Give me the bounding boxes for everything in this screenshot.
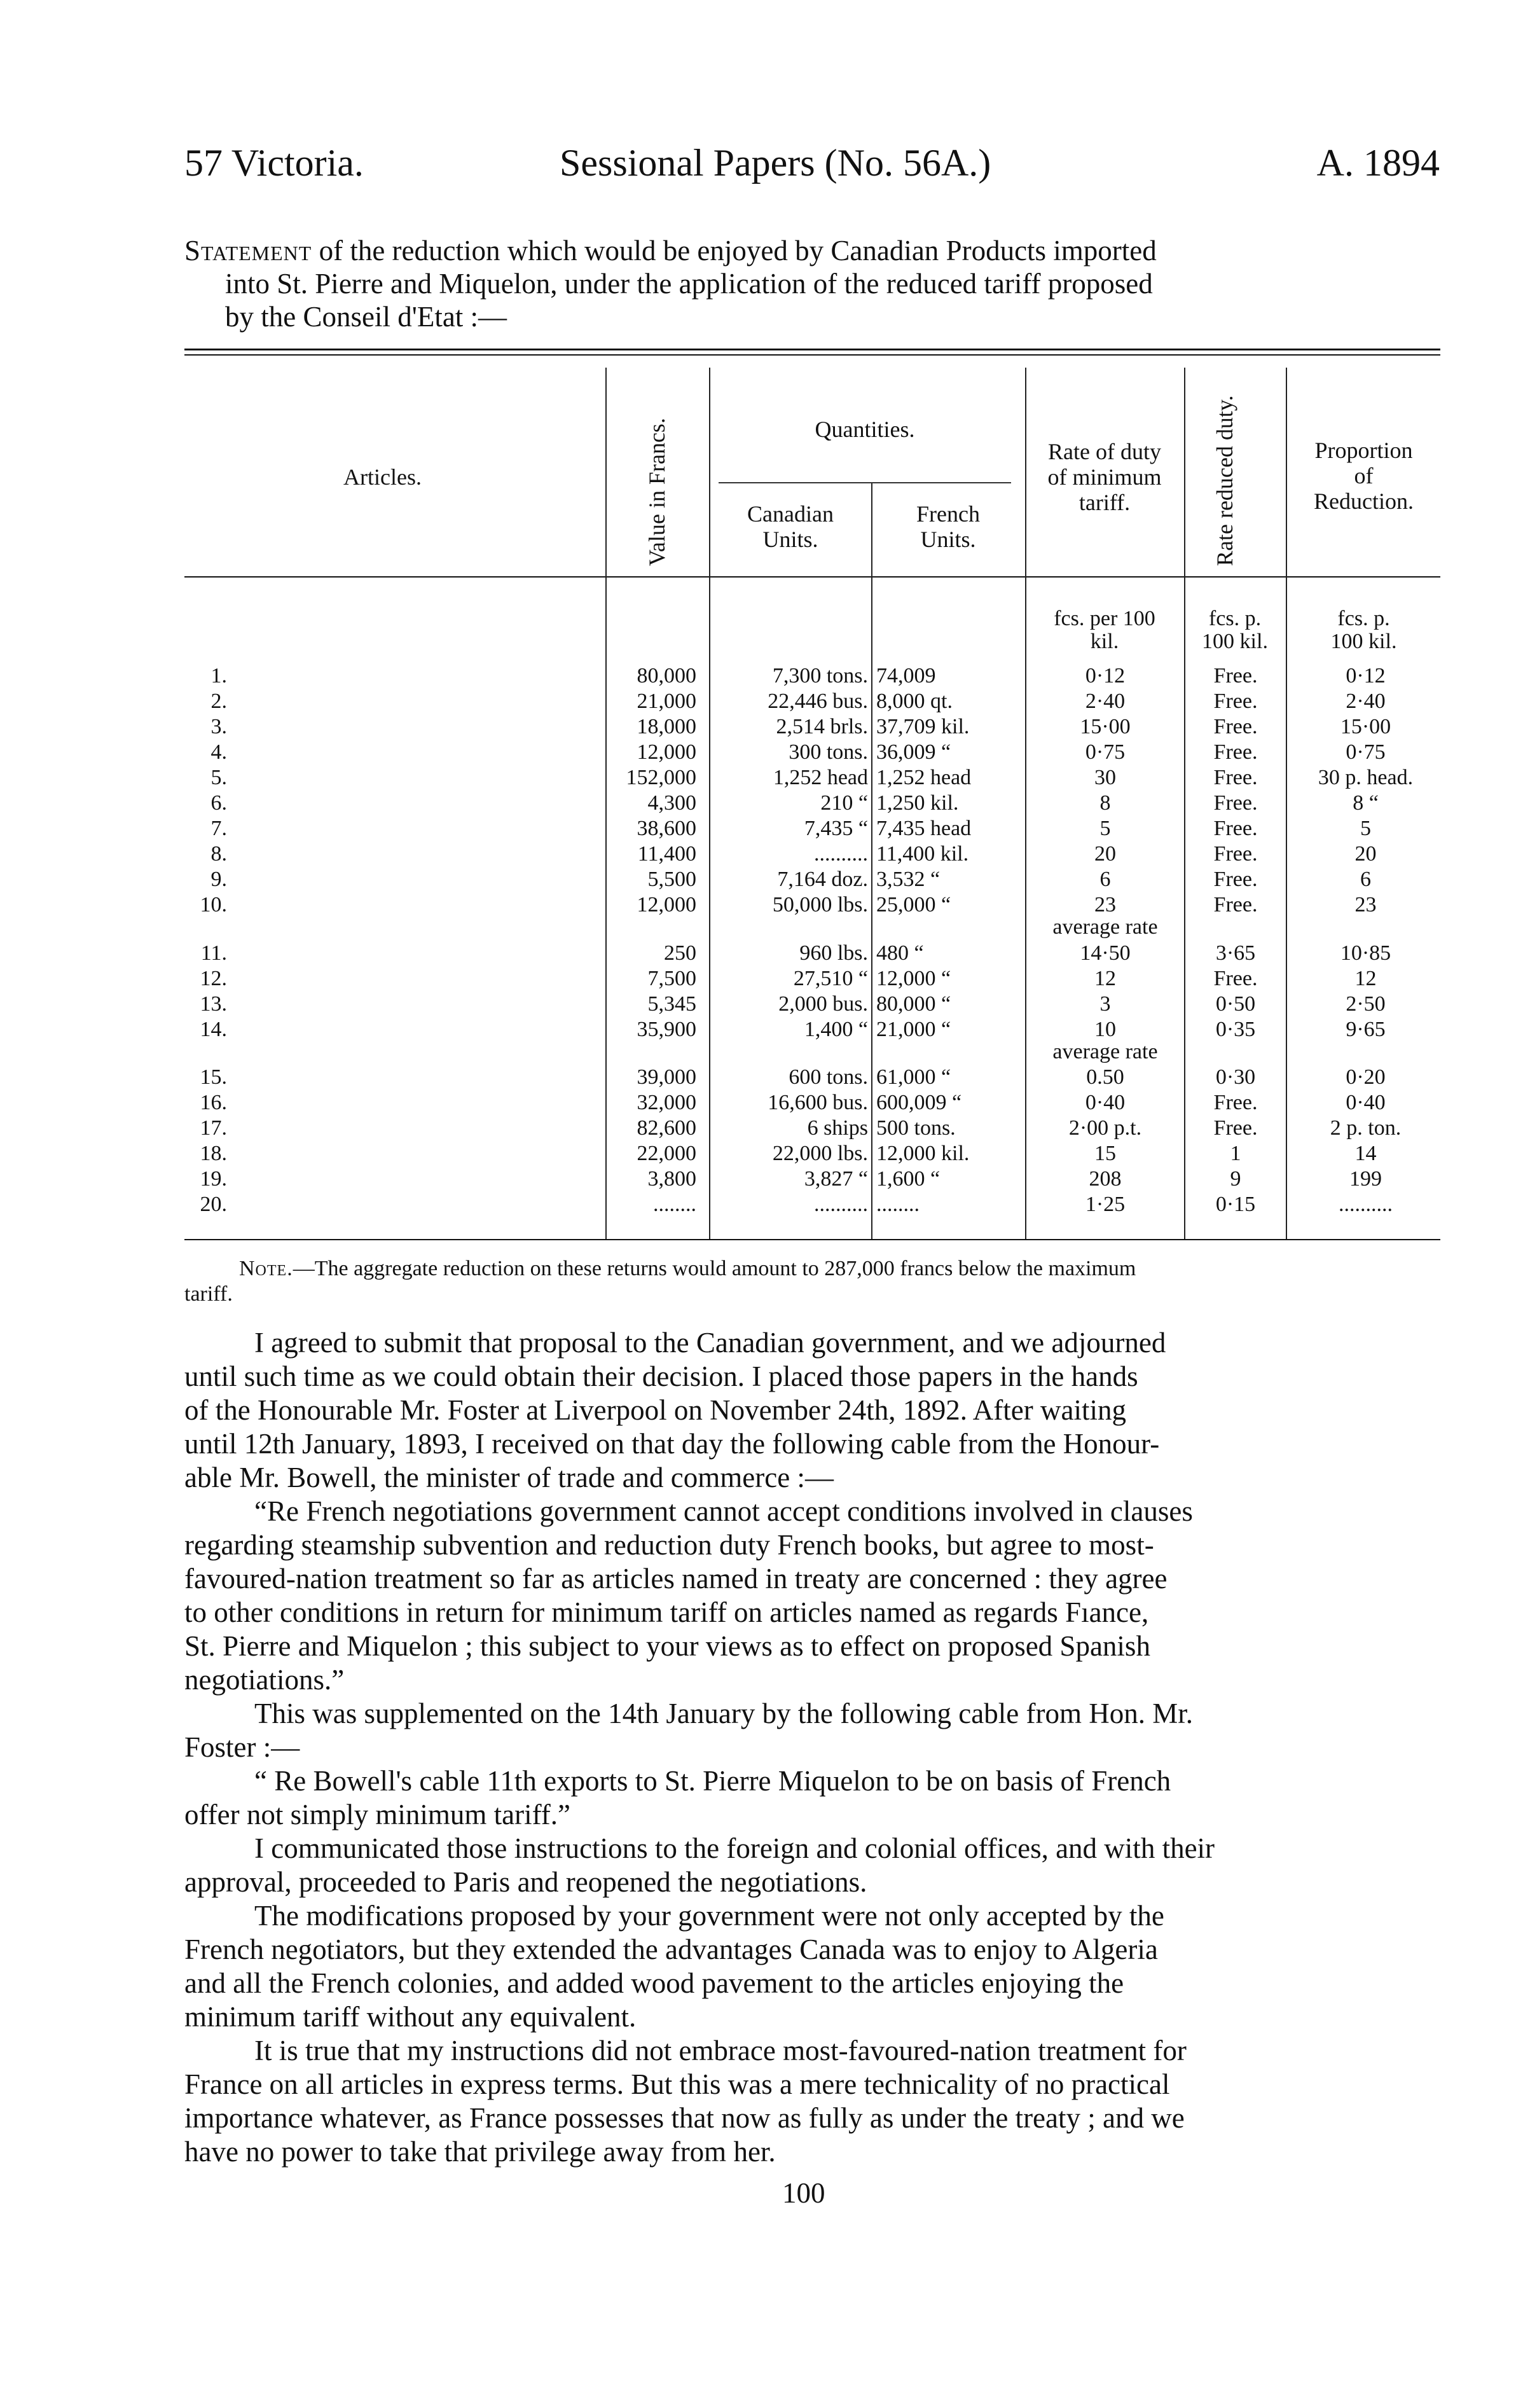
row-rate-minimum: 5 — [1099, 817, 1111, 840]
row-rate-reduced: Free. — [1213, 1091, 1258, 1114]
paragraph-line: “ Re Bowell's cable 11th exports to St. Pierre Miquelon to be on basis of French — [254, 1765, 1171, 1797]
table-row — [0, 1116, 1516, 1141]
row-canadian-units: .......... — [814, 1193, 868, 1216]
row-rate-reduced: 1 — [1230, 1142, 1241, 1165]
header-line: Reduction. — [1314, 488, 1414, 514]
header-value-francs: Value in Francs. — [644, 418, 670, 566]
row-value: 21,000 — [637, 689, 696, 713]
paragraph-line: I communicated those instructions to the foreign and colonial offices, and with their — [254, 1832, 1215, 1864]
paragraph — [184, 1899, 1440, 2034]
row-proportion: 30 p. head. — [1318, 766, 1414, 789]
paragraph-line: and all the French colonies, and added wood pavement to the articles enjoying the — [184, 1967, 1124, 1999]
row-proportion: 199 — [1349, 1167, 1382, 1191]
row-canadian-units: 1,252 head — [773, 766, 868, 789]
paragraph-line: It is true that my instructions did not embrace most-favoured-nation treatment for — [254, 2035, 1187, 2066]
table-row — [0, 689, 1516, 714]
row-value: ........ — [653, 1193, 696, 1216]
row-rate-reduced: 0·35 — [1215, 1018, 1256, 1041]
row-canadian-units: 7,435 “ — [804, 817, 868, 840]
header-line: of — [1354, 463, 1374, 488]
row-value: 11,400 — [637, 842, 696, 866]
row-proportion: 20 — [1354, 842, 1377, 866]
row-canadian-units: 2,000 bus. — [778, 992, 868, 1016]
row-rate-minimum: 3 — [1099, 992, 1111, 1016]
table-row — [0, 816, 1516, 841]
row-rate-minimum: 0·12 — [1085, 664, 1126, 688]
row-canadian-units: 22,000 lbs. — [772, 1142, 868, 1165]
statement-line: into St. Pierre and Miquelon, under the application of the reduced tariff proposed — [225, 268, 1153, 300]
header-line: Units. — [920, 527, 976, 552]
row-proportion: 12 — [1354, 967, 1377, 990]
header-line: tariff. — [1078, 490, 1131, 515]
table-row — [0, 1017, 1516, 1042]
row-rate-minimum: 30 — [1094, 766, 1116, 789]
row-french-units: 480 “ — [876, 941, 924, 965]
row-french-units: 61,000 “ — [876, 1065, 951, 1089]
header-articles: Articles. — [343, 464, 422, 490]
header-sessional-papers: Sessional Papers (No. 56A.) — [560, 142, 991, 184]
units-line: 100 kil. — [1330, 630, 1397, 653]
row-number: 13. — [200, 992, 227, 1016]
row-number: 12. — [200, 967, 227, 990]
table-row — [0, 1192, 1516, 1217]
row-canadian-units: 1,400 “ — [804, 1018, 868, 1041]
row-number: 2. — [210, 689, 227, 713]
table-row — [0, 1065, 1516, 1090]
row-proportion: 23 — [1354, 893, 1377, 917]
paragraph-line: French negotiators, but they extended the advantages Canada was to enjoy to Algeria — [184, 1934, 1158, 1965]
row-value: 80,000 — [637, 664, 696, 688]
row-rate-minimum: 12 — [1094, 967, 1116, 990]
row-french-units: 7,435 head — [876, 817, 972, 840]
paragraph-line: have no power to take that privilege away from her. — [184, 2136, 776, 2168]
row-french-units: 3,532 “ — [876, 868, 941, 891]
row-value: 250 — [664, 941, 696, 965]
row-value: 82,600 — [637, 1116, 696, 1140]
row-proportion: 0·40 — [1346, 1091, 1386, 1114]
row-value: 38,600 — [637, 817, 696, 840]
row-rate-reduced: Free. — [1213, 868, 1258, 891]
paragraph-line: minimum tariff without any equivalent. — [184, 2001, 637, 2033]
row-canadian-units: 50,000 lbs. — [772, 893, 868, 917]
paragraph — [184, 1697, 1440, 1764]
row-value: 5,345 — [647, 992, 696, 1016]
row-rate-reduced: Free. — [1213, 664, 1258, 688]
row-canadian-units: 7,300 tons. — [772, 664, 868, 688]
row-rate-minimum: 15 — [1094, 1142, 1116, 1165]
note-lead: Note. — [239, 1257, 293, 1280]
statement-lead: Statement — [184, 235, 312, 266]
table-row — [0, 966, 1516, 992]
row-canadian-units: 6 ships — [807, 1116, 868, 1140]
row-value: 39,000 — [637, 1065, 696, 1089]
row-french-units: 1,250 kil. — [876, 791, 959, 815]
row-rate-reduced: Free. — [1213, 715, 1258, 738]
row-french-units: 1,600 “ — [876, 1167, 941, 1191]
units-line: fcs. p. — [1337, 607, 1390, 630]
row-number: 4. — [210, 740, 227, 764]
row-canadian-units: .......... — [814, 842, 868, 866]
row-french-units: 11,400 kil. — [876, 842, 969, 866]
paragraph — [184, 2034, 1440, 2169]
header-line: Canadian — [747, 501, 834, 527]
average-rate-label: average rate — [1052, 915, 1158, 939]
row-rate-minimum: 0.50 — [1086, 1065, 1124, 1089]
header-rate-minimum — [1026, 439, 1183, 515]
note-line: —The aggregate reduction on these returns would amount to 287,000 francs below the maximum — [293, 1257, 1136, 1280]
row-french-units: 12,000 kil. — [876, 1142, 970, 1165]
row-canadian-units: 7,164 doz. — [777, 868, 868, 891]
units-proportion — [1287, 607, 1440, 653]
row-value: 35,900 — [637, 1018, 696, 1041]
body-text — [184, 1326, 1440, 2169]
table-row — [0, 740, 1516, 765]
paragraph-line: until 12th January, 1893, I received on that day the following cable from the Honour- — [184, 1428, 1160, 1460]
row-canadian-units: 22,446 bus. — [768, 689, 868, 713]
row-number: 11. — [200, 941, 227, 965]
row-rate-minimum: 1·25 — [1085, 1193, 1126, 1216]
paragraph-line: I agreed to submit that proposal to the Canadian government, and we adjourned — [254, 1327, 1166, 1359]
table-top-rule — [184, 349, 1440, 350]
units-line: fcs. per 100 — [1054, 607, 1155, 630]
row-value: 12,000 — [637, 893, 696, 917]
row-rate-minimum: 14·50 — [1080, 941, 1131, 965]
row-number: 10. — [200, 893, 227, 917]
row-value: 7,500 — [647, 967, 696, 990]
row-value: 152,000 — [626, 766, 696, 789]
table-row — [0, 892, 1516, 918]
header-proportion — [1287, 438, 1440, 514]
table-row — [0, 791, 1516, 816]
row-proportion: 15·00 — [1340, 715, 1391, 738]
table-row — [0, 867, 1516, 892]
row-proportion: 10·85 — [1340, 941, 1391, 965]
paragraph-line: St. Pierre and Miquelon ; this subject to your views as to effect on proposed Spanish — [184, 1630, 1150, 1662]
row-value: 4,300 — [647, 791, 696, 815]
row-number: 3. — [210, 715, 227, 738]
row-canadian-units: 300 tons. — [789, 740, 868, 764]
row-french-units: 25,000 “ — [876, 893, 951, 917]
units-rate-reduced — [1185, 607, 1285, 653]
row-number: 17. — [200, 1116, 227, 1140]
row-rate-minimum: 6 — [1099, 868, 1111, 891]
row-canadian-units: 960 lbs. — [799, 941, 868, 965]
statement-heading — [184, 234, 1440, 333]
row-rate-reduced: 0·15 — [1215, 1193, 1256, 1216]
row-proportion: 0·75 — [1346, 740, 1386, 764]
header-session: 57 Victoria. — [184, 142, 364, 184]
row-rate-reduced: Free. — [1213, 967, 1258, 990]
paragraph-line: This was supplemented on the 14th January by the following cable from Hon. Mr. — [254, 1698, 1193, 1729]
header-line: Rate of duty — [1048, 439, 1161, 464]
running-header — [184, 141, 1440, 192]
row-french-units: 36,009 “ — [876, 740, 951, 764]
units-line: fcs. p. — [1208, 607, 1262, 630]
row-proportion: 0·12 — [1346, 664, 1386, 688]
row-proportion: .......... — [1339, 1193, 1393, 1216]
row-french-units: 600,009 “ — [876, 1091, 962, 1114]
row-canadian-units: 27,510 “ — [793, 967, 868, 990]
table-row — [0, 663, 1516, 689]
paragraph-line: The modifications proposed by your government were not only accepted by the — [254, 1900, 1164, 1932]
header-line: Units. — [762, 527, 818, 552]
table-top-rule-thin — [184, 354, 1440, 356]
quoted-cable — [184, 1495, 1440, 1697]
header-canadian-units — [711, 501, 870, 552]
row-rate-reduced: Free. — [1213, 689, 1258, 713]
paragraph-line: favoured-nation treatment so far as articles named in treaty are concerned : they agree — [184, 1563, 1168, 1595]
row-rate-minimum: 2·40 — [1085, 689, 1126, 713]
paragraph-line: of the Honourable Mr. Foster at Liverpool on November 24th, 1892. After waiting — [184, 1394, 1126, 1426]
statement-line: by the Conseil d'Etat :— — [225, 301, 507, 333]
paragraph-line: “Re French negotiations government cannot accept conditions involved in clauses — [254, 1495, 1193, 1527]
header-quantities: Quantities. — [815, 417, 915, 442]
header-line: Proportion — [1314, 438, 1413, 463]
header-rate-reduced: Rate reduced duty. — [1212, 395, 1237, 566]
row-french-units: 8,000 qt. — [876, 689, 953, 713]
table-row — [0, 1090, 1516, 1116]
paragraph-line: Foster :— — [184, 1731, 300, 1763]
row-french-units: 80,000 “ — [876, 992, 951, 1016]
row-value: 18,000 — [637, 715, 696, 738]
header-year: A. 1894 — [1316, 142, 1440, 184]
header-line: of minimum — [1047, 464, 1162, 490]
row-rate-minimum: 0·40 — [1085, 1091, 1126, 1114]
table-row — [0, 841, 1516, 867]
row-rate-reduced: Free. — [1213, 842, 1258, 866]
row-proportion: 6 — [1360, 868, 1371, 891]
note-line: tariff. — [184, 1282, 233, 1306]
row-french-units: 1,252 head — [876, 766, 972, 789]
row-french-units: 74,009 — [876, 664, 936, 688]
row-value: 12,000 — [637, 740, 696, 764]
table-row — [0, 1166, 1516, 1192]
units-rate-min — [1026, 607, 1183, 653]
row-number: 16. — [200, 1091, 227, 1114]
row-canadian-units: 600 tons. — [789, 1065, 868, 1089]
row-value: 5,500 — [647, 868, 696, 891]
row-proportion: 0·20 — [1346, 1065, 1386, 1089]
row-rate-minimum: 15·00 — [1080, 715, 1131, 738]
row-number: 5. — [210, 766, 227, 789]
row-rate-reduced: Free. — [1213, 740, 1258, 764]
statement-line: of the reduction which would be enjoyed by Canadian Products imported — [319, 235, 1157, 266]
row-number: 14. — [200, 1018, 227, 1041]
row-french-units: 21,000 “ — [876, 1018, 951, 1041]
row-proportion: 5 — [1360, 817, 1371, 840]
row-rate-minimum: 10 — [1094, 1018, 1116, 1041]
paragraph-line: France on all articles in express terms. But this was a mere technicality of no practical — [184, 2068, 1170, 2100]
row-rate-reduced: Free. — [1213, 1116, 1258, 1140]
paragraph-line: to other conditions in return for minimum tariff on articles named as regards Fıance, — [184, 1596, 1149, 1628]
paragraph-line: importance whatever, as France possesses that now as fully as under the treaty ; and we — [184, 2102, 1185, 2134]
row-canadian-units: 2,514 brls. — [776, 715, 868, 738]
row-rate-reduced: Free. — [1213, 791, 1258, 815]
row-french-units: 37,709 kil. — [876, 715, 970, 738]
row-proportion: 9·65 — [1346, 1018, 1386, 1041]
row-rate-reduced: Free. — [1213, 766, 1258, 789]
row-number: 18. — [200, 1142, 227, 1165]
paragraph — [184, 1326, 1440, 1495]
table-row — [0, 1141, 1516, 1166]
row-rate-reduced: 0·30 — [1215, 1065, 1256, 1089]
row-proportion: 14 — [1354, 1142, 1377, 1165]
row-number: 9. — [210, 868, 227, 891]
row-proportion: 2·40 — [1346, 689, 1386, 713]
page-number: 100 — [782, 2177, 825, 2209]
row-french-units: 12,000 “ — [876, 967, 951, 990]
table-row — [0, 765, 1516, 791]
row-rate-minimum: 23 — [1094, 893, 1116, 917]
table-row — [0, 992, 1516, 1017]
paragraph-line: able Mr. Bowell, the minister of trade and commerce :— — [184, 1462, 834, 1493]
row-rate-minimum: 2·00 p.t. — [1068, 1116, 1142, 1140]
row-canadian-units: 210 “ — [820, 791, 868, 815]
paragraph-line: regarding steamship subvention and reduction duty French books, but agree to most- — [184, 1529, 1154, 1561]
units-line: kil. — [1090, 630, 1119, 653]
quantities-rule — [719, 482, 1011, 483]
row-number: 20. — [200, 1193, 227, 1216]
row-value: 22,000 — [637, 1142, 696, 1165]
table-header-rule — [184, 576, 1440, 578]
row-value: 32,000 — [637, 1091, 696, 1114]
header-french-units — [872, 501, 1024, 552]
table-note — [184, 1256, 1440, 1307]
row-proportion: 2·50 — [1346, 992, 1386, 1016]
row-rate-minimum: 0·75 — [1085, 740, 1126, 764]
table-row — [0, 714, 1516, 740]
row-rate-minimum: 8 — [1099, 791, 1111, 815]
row-rate-minimum: 20 — [1094, 842, 1116, 866]
row-number: 7. — [210, 817, 227, 840]
row-number: 6. — [210, 791, 227, 815]
paragraph-line: until such time as we could obtain their decision. I placed those papers in the hands — [184, 1360, 1138, 1392]
row-canadian-units: 3,827 “ — [804, 1167, 868, 1191]
average-rate-label: average rate — [1052, 1040, 1158, 1063]
table-bottom-rule — [184, 1239, 1440, 1240]
row-rate-reduced: 0·50 — [1215, 992, 1256, 1016]
units-line: 100 kil. — [1202, 630, 1268, 653]
row-canadian-units: 16,600 bus. — [768, 1091, 868, 1114]
row-proportion: 8 “ — [1353, 791, 1379, 815]
row-french-units: ........ — [876, 1193, 920, 1216]
header-line: French — [916, 501, 980, 527]
paragraph-line: offer not simply minimum tariff.” — [184, 1799, 570, 1830]
row-rate-minimum: 208 — [1089, 1167, 1122, 1191]
quoted-cable — [184, 1764, 1440, 1832]
row-value: 3,800 — [647, 1167, 696, 1191]
row-french-units: 500 tons. — [876, 1116, 956, 1140]
paragraph-line: negotiations.” — [184, 1664, 345, 1696]
row-rate-reduced: 9 — [1230, 1167, 1241, 1191]
row-number: 8. — [210, 842, 227, 866]
row-number: 19. — [200, 1167, 227, 1191]
row-number: 1. — [210, 664, 227, 688]
row-rate-reduced: Free. — [1213, 893, 1258, 917]
row-rate-reduced: 3·65 — [1215, 941, 1256, 965]
row-proportion: 2 p. ton. — [1330, 1116, 1402, 1140]
paragraph — [184, 1832, 1440, 1899]
table-row — [0, 941, 1516, 966]
paragraph-line: approval, proceeded to Paris and reopened the negotiations. — [184, 1866, 867, 1898]
row-rate-reduced: Free. — [1213, 817, 1258, 840]
row-number: 15. — [200, 1065, 227, 1089]
